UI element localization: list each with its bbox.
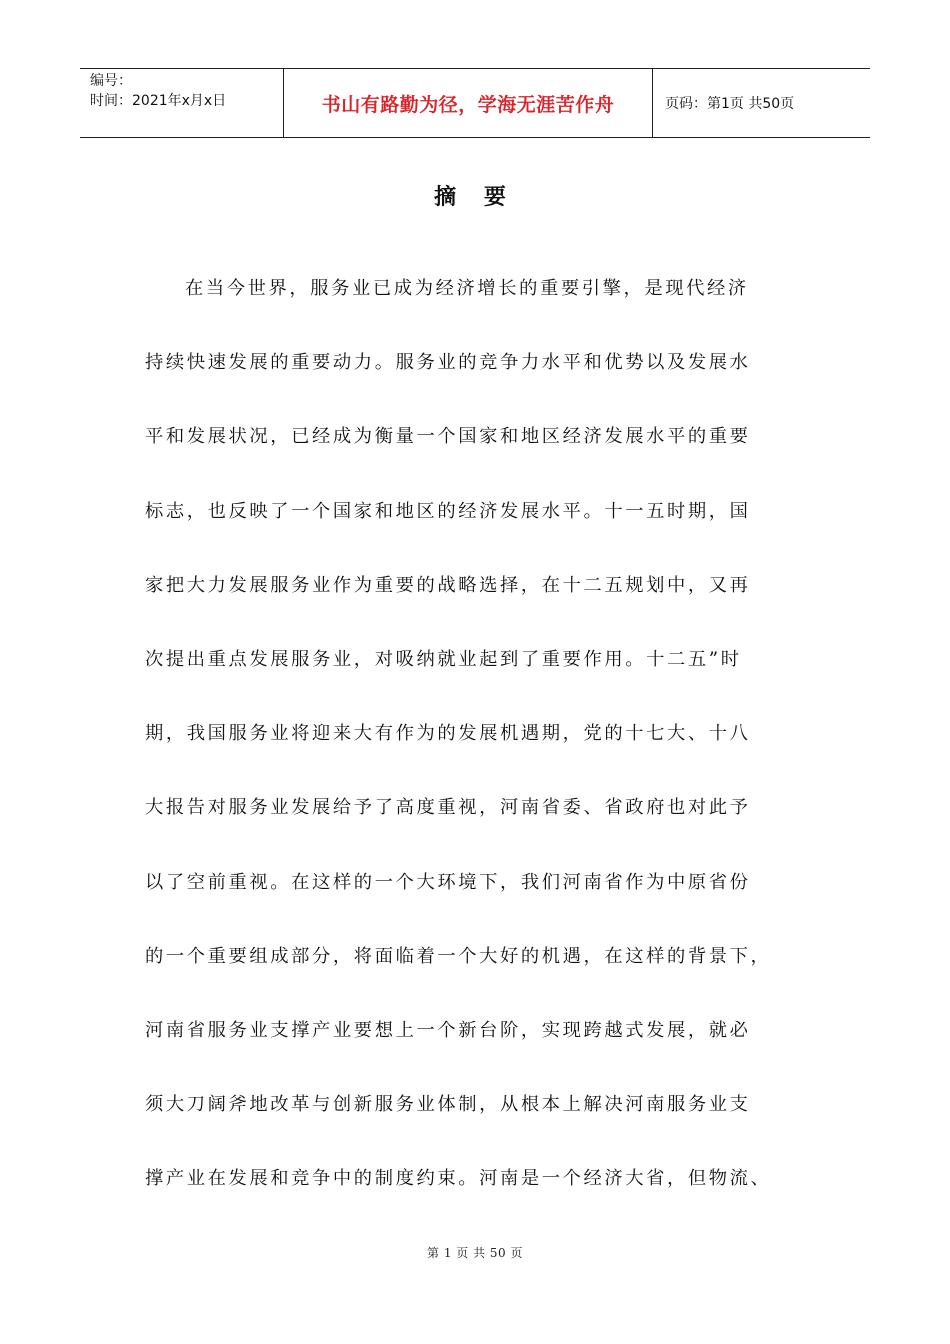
body-line: 须大刀阔斧地改革与创新服务业体制，从根本上解决河南服务业支	[145, 1094, 751, 1116]
page-footer: 第 1 页 共 50 页	[427, 1246, 523, 1260]
abstract-body	[145, 252, 825, 1216]
body-line: 持续快速发展的重要动力。服务业的竞争力水平和优势以及发展水	[145, 352, 751, 374]
body-line: 标志，也反映了一个国家和地区的经济发展水平。十一五时期，国	[145, 500, 751, 522]
header-meta	[80, 69, 283, 137]
header-motto: 书山有路勤为径，学海无涯苦作舟	[283, 69, 653, 137]
body-line: 的一个重要组成部分，将面临着一个大好的机遇，在这样的背景下，	[145, 945, 772, 967]
body-line: 期，我国服务业将迎来大有作为的发展机遇期，党的十七大、十八	[145, 723, 751, 745]
header-page-info: 页码：第1页 共50页	[665, 96, 795, 112]
document-time-label: 时间：2021年x月x日	[90, 93, 227, 109]
body-line: 平和发展状况，已经成为衡量一个国家和地区经济发展水平的重要	[145, 426, 751, 448]
body-line: 在当今世界，服务业已成为经济增长的重要引擎，是现代经济	[185, 278, 749, 299]
body-line: 以了空前重视。在这样的一个大环境下，我们河南省作为中原省份	[145, 871, 751, 893]
body-line: 大报告对服务业发展给予了高度重视，河南省委、省政府也对此予	[145, 797, 751, 819]
body-line: 家把大力发展服务业作为重要的战略选择，在十二五规划中，又再	[145, 574, 751, 596]
document-title: 摘 要	[434, 185, 516, 210]
body-line: 次提出重点发展服务业，对吸纳就业起到了重要作用。十二五”时	[145, 648, 742, 670]
body-line: 河南省服务业支撑产业要想上一个新台阶，实现跨越式发展，就必	[145, 1019, 751, 1041]
document-number-label: 编号：	[90, 73, 132, 89]
page-header	[80, 68, 870, 138]
body-line: 撑产业在发展和竞争中的制度约束。河南是一个经济大省，但物流、	[145, 1168, 772, 1190]
